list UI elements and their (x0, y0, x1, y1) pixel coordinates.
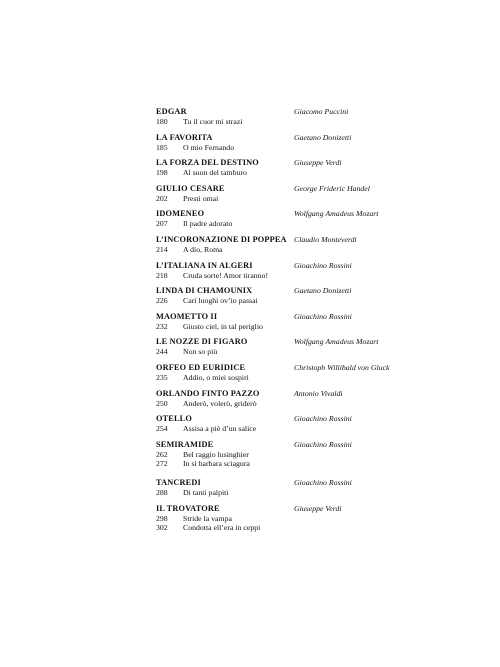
composer-name: Gioachino Rossini (294, 439, 352, 449)
opera-title: ORLANDO FINTO PAZZO (156, 388, 260, 398)
aria-title: Cari luoghi ov’io passai (183, 296, 258, 306)
aria-title: Addio, o miei sospiri (183, 372, 249, 382)
aria-title: Non so più (183, 347, 218, 357)
opera-entry-linda-di-chamounix (156, 286, 396, 312)
aria-line (156, 424, 396, 433)
opera-entry-orfeo-ed-euridice (156, 363, 396, 389)
opera-entry-maometto-ii (156, 312, 396, 338)
page-number: 185 (156, 142, 168, 152)
page-number: 207 (156, 219, 168, 229)
opera-title: OTELLO (156, 414, 192, 424)
page-number: 214 (156, 244, 168, 254)
aria-line (156, 347, 396, 356)
aria-line (156, 459, 396, 468)
aria-line (156, 488, 396, 497)
page-number: 254 (156, 424, 168, 434)
opera-entry-idomeneo (156, 209, 396, 235)
opera-entry-edgar (156, 107, 396, 133)
aria-line (156, 322, 396, 331)
opera-title: LINDA DI CHAMOUNIX (156, 286, 253, 296)
composer-name: Gioachino Rossini (294, 414, 352, 424)
composer-name: Antonio Vivaldi (294, 388, 343, 398)
aria-title: Condotta ell’era in ceppi (183, 522, 261, 532)
page-number: 226 (156, 296, 168, 306)
composer-name: Giuseppe Verdi (294, 503, 342, 513)
opera-title: GIULIO CESARE (156, 183, 225, 193)
composer-name: Gioachino Rossini (294, 477, 352, 487)
aria-title: Stride la vampa (183, 513, 232, 523)
page-number: 202 (156, 193, 168, 203)
opera-entry-la-forza-del-destino (156, 158, 396, 184)
page-number: 198 (156, 168, 168, 178)
aria-line (156, 399, 396, 408)
aria-line (156, 523, 396, 532)
aria-title: Giusto ciel, in tal periglio (183, 321, 263, 331)
page-number: 262 (156, 449, 168, 459)
aria-line (156, 117, 396, 126)
aria-title: In sì barbara sciagura (183, 459, 250, 469)
opera-aria-index (156, 107, 396, 542)
page-number: 288 (156, 487, 168, 497)
aria-line (156, 514, 396, 523)
aria-line (156, 143, 396, 152)
aria-line (156, 450, 396, 459)
opera-title: ORFEO ED EURIDICE (156, 362, 246, 372)
composer-name: Wolfgang Amadeus Mozart (294, 337, 379, 347)
aria-title: Anderò, volerò, griderò (183, 398, 257, 408)
opera-title: L’ITALIANA IN ALGERI (156, 260, 253, 270)
opera-title: IDOMENEO (156, 209, 205, 219)
aria-line (156, 194, 396, 203)
opera-title: L’INCORONAZIONE DI POPPEA (156, 234, 287, 244)
opera-entry-la-favorita (156, 133, 396, 159)
opera-title: LE NOZZE DI FIGARO (156, 337, 248, 347)
page-number: 302 (156, 522, 168, 532)
opera-entry-l-italiana-in-algeri (156, 261, 396, 287)
page-number: 272 (156, 459, 168, 469)
composer-name: Gaetano Donizetti (294, 286, 352, 296)
opera-entry-le-nozze-di-figaro (156, 337, 396, 363)
composer-name: George Frideric Handel (294, 183, 370, 193)
page-number: 235 (156, 372, 168, 382)
aria-line (156, 271, 396, 280)
opera-title: LA FORZA DEL DESTINO (156, 158, 259, 168)
opera-title: MAOMETTO II (156, 311, 218, 321)
opera-title: TANCREDI (156, 477, 201, 487)
aria-title: Il padre adorato (183, 219, 233, 229)
opera-entry-orlando-finto-pazzo (156, 389, 396, 415)
composer-name: Gaetano Donizetti (294, 132, 352, 142)
composer-name: Gioachino Rossini (294, 311, 352, 321)
aria-line (156, 373, 396, 382)
opera-entry-tancredi (156, 478, 396, 504)
aria-title: Di tanti palpiti (183, 487, 229, 497)
aria-title: Bel raggio lusinghier (183, 449, 249, 459)
aria-title: Presti omai (183, 193, 219, 203)
aria-title: O mio Fernando (183, 142, 235, 152)
opera-title: IL TROVATORE (156, 503, 220, 513)
opera-entry-il-trovatore (156, 504, 396, 542)
opera-title: SEMIRAMIDE (156, 439, 214, 449)
aria-title: Tu il cuor mi strazi (183, 117, 243, 126)
opera-title: LA FAVORITA (156, 132, 213, 142)
opera-entry-semiramide (156, 440, 396, 478)
composer-name: Christoph Willibald von Gluck (294, 362, 390, 372)
composer-name: Giuseppe Verdi (294, 158, 342, 168)
aria-line (156, 245, 396, 254)
page-number: 232 (156, 321, 168, 331)
opera-entry-giulio-cesare (156, 184, 396, 210)
composer-name: Giacomo Puccini (294, 107, 349, 116)
page-number: 218 (156, 270, 168, 280)
composer-name: Gioachino Rossini (294, 260, 352, 270)
aria-title: Al suon del tamburo (183, 168, 247, 178)
page-number: 244 (156, 347, 168, 357)
aria-line (156, 168, 396, 177)
opera-title: EDGAR (156, 107, 187, 116)
opera-entry-otello (156, 414, 396, 440)
aria-title: Cruda sorte! Amor tiranno! (183, 270, 269, 280)
aria-title: A dio, Roma (183, 244, 223, 254)
aria-line (156, 296, 396, 305)
page-number: 250 (156, 398, 168, 408)
composer-name: Wolfgang Amadeus Mozart (294, 209, 379, 219)
opera-entry-l-incoronazione-di-poppea (156, 235, 396, 261)
aria-line (156, 219, 396, 228)
composer-name: Claudio Monteverdi (294, 234, 357, 244)
page-number: 298 (156, 513, 168, 523)
aria-title: Assisa a piè d’un salice (183, 424, 257, 434)
page-number: 180 (156, 117, 168, 126)
